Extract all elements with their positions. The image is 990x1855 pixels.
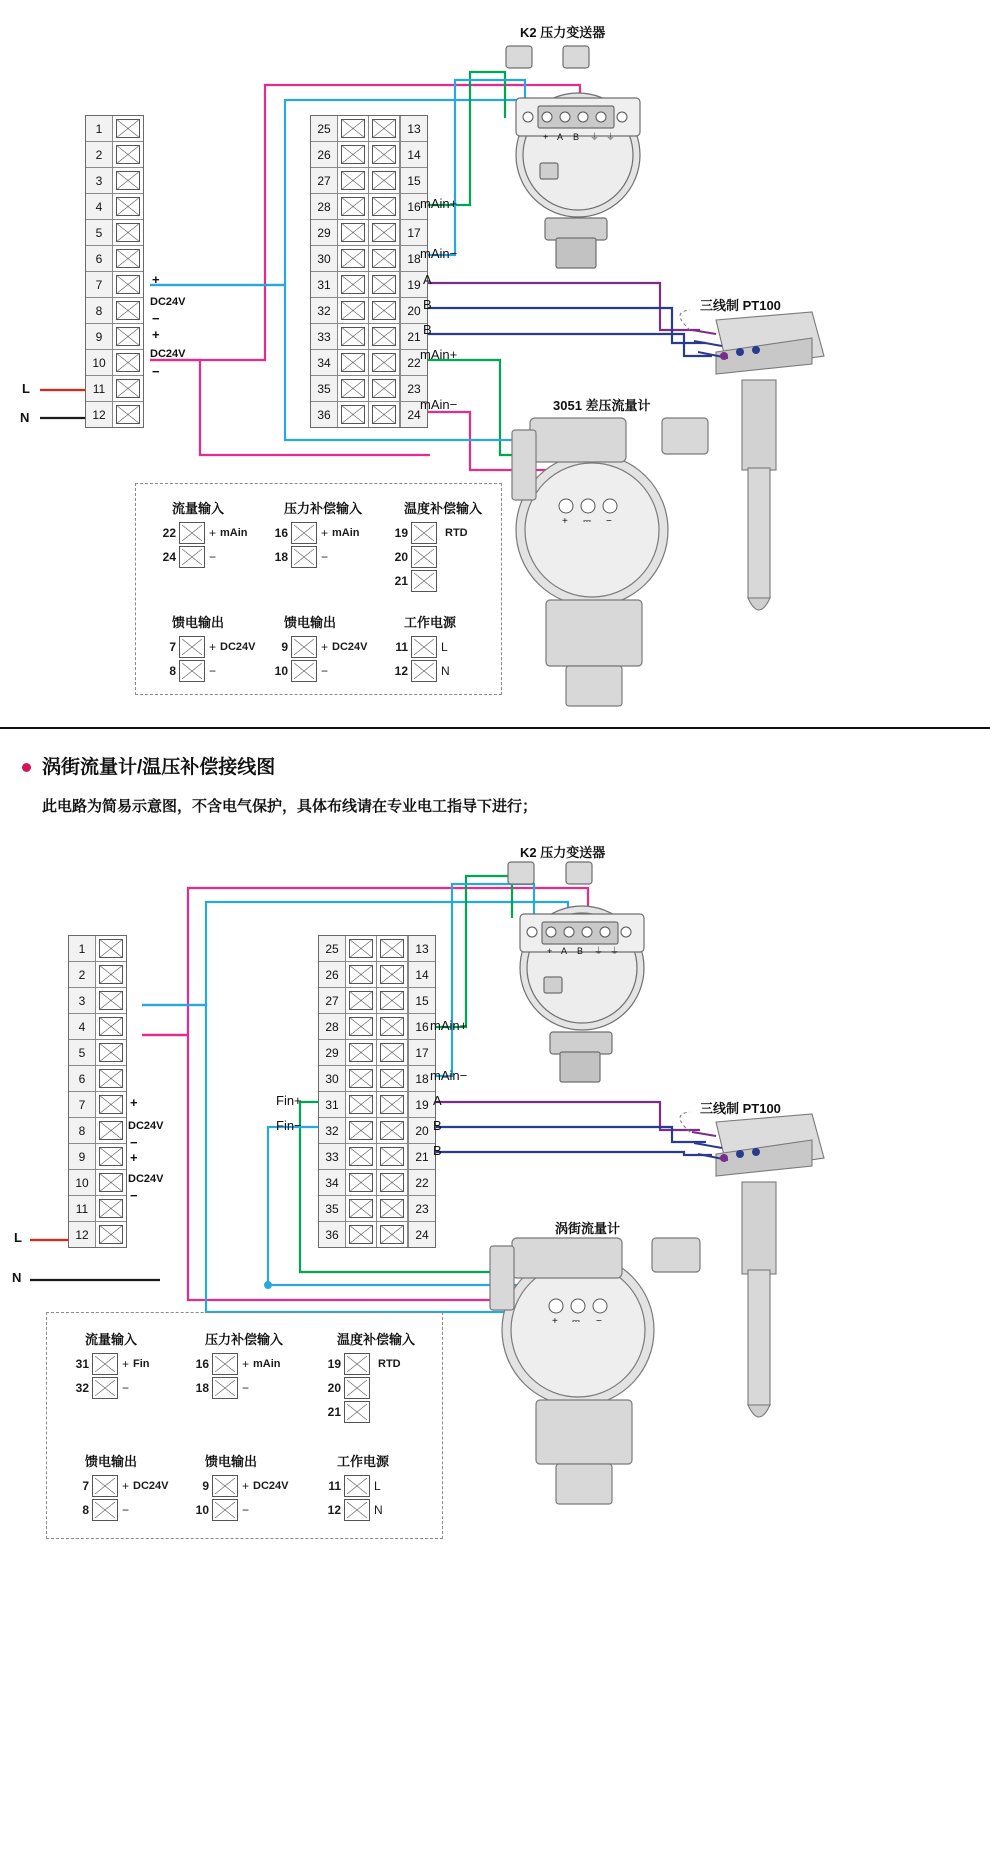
mid-label-22: mAin+	[420, 347, 458, 362]
legend-terminal-number: 31	[75, 1357, 89, 1371]
annot2-plus-7: +	[130, 1095, 138, 1110]
terminal-number: 4	[69, 1014, 96, 1039]
legend-row	[67, 1377, 133, 1399]
legend-terminal-number: 9	[281, 640, 288, 654]
terminal-number-right: 22	[408, 1170, 435, 1195]
diagram-bottom	[0, 840, 990, 1855]
terminal-number-right: 16	[400, 194, 427, 219]
legend-sign: −	[321, 664, 329, 678]
terminal-number-right: 18	[408, 1066, 435, 1091]
legend-row	[266, 546, 332, 568]
legend-sign: +	[122, 1479, 130, 1493]
svg-text:A: A	[561, 946, 568, 956]
legend-terminal-number: 8	[82, 1503, 89, 1517]
legend-row	[266, 636, 367, 658]
legend-terminal-number: 24	[162, 550, 176, 564]
legend-terminal-number: 19	[327, 1357, 341, 1371]
section-divider	[0, 727, 990, 729]
legend-terminal-screw	[179, 660, 205, 682]
mid-label-21: B	[423, 322, 432, 337]
mid2-label-19: A	[433, 1093, 442, 1108]
legend-row	[386, 636, 452, 658]
legend-sign: L	[374, 1479, 381, 1493]
legend-sign: +	[242, 1479, 250, 1493]
legend-title: 馈电输出	[172, 615, 225, 630]
terminal-number-right: 20	[408, 1118, 435, 1143]
mid-label-16: mAin+	[420, 196, 458, 211]
terminal-number: 8	[86, 298, 113, 323]
legend-terminal-screw	[411, 660, 437, 682]
terminal-number: 35	[319, 1196, 346, 1221]
legend-terminal-screw	[92, 1475, 118, 1497]
legend-box-bottom	[46, 1312, 443, 1539]
svg-text:A: A	[557, 132, 564, 142]
legend-row	[319, 1353, 401, 1375]
legend-text: DC24V	[332, 641, 368, 653]
legend-text: DC24V	[133, 1480, 169, 1492]
terminal-number: 11	[69, 1196, 96, 1221]
legend-terminal-screw	[92, 1499, 118, 1521]
device-caption-pt100-2: 三线制 PT100	[700, 1101, 781, 1116]
legend-row	[319, 1475, 385, 1497]
legend-sign: +	[242, 1357, 250, 1371]
legend-text: RTD	[445, 527, 468, 539]
annot2-N: N	[12, 1270, 22, 1285]
svg-text:⏚: ⏚	[594, 946, 604, 956]
legend-row	[67, 1475, 168, 1497]
terminal-number-right: 16	[408, 1014, 435, 1039]
legend-title: 馈电输出	[85, 1454, 138, 1469]
terminal-number-right: 13	[400, 116, 427, 141]
legend-row	[154, 546, 220, 568]
terminal-number: 31	[319, 1092, 346, 1117]
legend-terminal-number: 11	[328, 1479, 341, 1493]
legend-terminal-number: 20	[394, 550, 408, 564]
legend-row	[187, 1475, 288, 1497]
legend-box-top	[135, 483, 502, 695]
legend-terminal-screw	[291, 546, 317, 568]
legend-sign: L	[441, 640, 448, 654]
section-subtitle: 此电路为简易示意图，不含电气保护，具体布线请在专业电工指导下进行；	[42, 798, 538, 815]
legend-text: mAin	[220, 527, 248, 539]
terminal-number: 3	[69, 988, 96, 1013]
legend-text: DC24V	[253, 1480, 289, 1492]
terminal-number-right: 20	[400, 298, 427, 323]
terminal-number: 9	[69, 1144, 96, 1169]
annot2-minus-10: −	[130, 1188, 138, 1203]
legend-sign: +	[122, 1357, 130, 1371]
legend-terminal-number: 21	[394, 574, 408, 588]
terminal-number: 36	[311, 402, 338, 427]
legend-title: 压力补偿输入	[205, 1332, 284, 1347]
terminal-number: 25	[319, 936, 346, 961]
terminal-number: 7	[69, 1092, 96, 1117]
legend-terminal-number: 16	[274, 526, 288, 540]
legend-terminal-screw	[179, 522, 205, 544]
legend-row	[187, 1377, 253, 1399]
terminal-number: 33	[319, 1144, 346, 1169]
legend-terminal-number: 9	[202, 1479, 209, 1493]
svg-text:⎓: ⎓	[583, 516, 591, 527]
legend-terminal-screw	[291, 660, 317, 682]
legend-row	[386, 522, 468, 544]
annot2-dc24v-10: DC24V	[128, 1173, 164, 1185]
legend-sign: N	[441, 664, 450, 678]
terminal-number: 34	[311, 350, 338, 375]
legend-terminal-number: 10	[274, 664, 288, 678]
legend-row	[67, 1353, 150, 1375]
legend-row	[154, 660, 220, 682]
annot2-dc24v-8: DC24V	[128, 1120, 164, 1132]
legend-terminal-number: 19	[394, 526, 408, 540]
legend-terminal-number: 12	[327, 1503, 341, 1517]
annot2-L: L	[14, 1230, 22, 1245]
annot2-minus-8: −	[130, 1135, 138, 1150]
diagram-top	[0, 0, 990, 720]
legend-terminal-screw	[212, 1353, 238, 1375]
legend-terminal-number: 22	[162, 526, 176, 540]
terminal-number: 3	[86, 168, 113, 193]
mid-label-19: A	[423, 272, 432, 287]
legend-sign: −	[242, 1381, 250, 1395]
legend-terminal-screw	[92, 1353, 118, 1375]
terminal-number: 12	[69, 1222, 96, 1247]
legend-terminal-screw	[411, 546, 437, 568]
terminal-number: 35	[311, 376, 338, 401]
legend-row	[319, 1401, 378, 1423]
legend-text: mAin	[332, 527, 360, 539]
legend-terminal-screw	[344, 1499, 370, 1521]
terminal-number: 29	[319, 1040, 346, 1065]
terminal-number: 29	[311, 220, 338, 245]
terminal-number: 2	[69, 962, 96, 987]
terminal-number: 11	[86, 376, 113, 401]
mid2-label-20: B	[433, 1118, 442, 1133]
legend-row	[187, 1353, 281, 1375]
bullet-icon	[22, 763, 31, 772]
legend-row	[386, 660, 454, 682]
terminal-number-right: 17	[400, 220, 427, 245]
terminal-number: 6	[69, 1066, 96, 1091]
svg-text:+: +	[552, 1316, 558, 1327]
legend-sign: −	[122, 1503, 130, 1517]
legend-title: 馈电输出	[284, 615, 337, 630]
legend-row	[319, 1377, 378, 1399]
legend-sign: −	[209, 664, 217, 678]
legend-title: 温度补偿输入	[337, 1332, 416, 1347]
legend-sign: −	[122, 1381, 130, 1395]
legend-terminal-number: 21	[327, 1405, 341, 1419]
legend-terminal-number: 8	[169, 664, 176, 678]
legend-title: 压力补偿输入	[284, 501, 363, 516]
annot-plus-9: +	[152, 327, 160, 342]
mid2-label-21: B	[433, 1143, 442, 1158]
annot-dc24v-8: DC24V	[150, 296, 186, 308]
terminal-number: 12	[86, 402, 113, 427]
svg-text:+: +	[562, 516, 568, 527]
legend-row	[266, 522, 360, 544]
mid2-label-31: Fin+	[276, 1093, 302, 1108]
device-caption-k2-2: K2 压力变送器	[520, 845, 606, 860]
legend-terminal-number: 32	[75, 1381, 89, 1395]
terminal-number-right: 24	[408, 1222, 435, 1247]
annot2-plus-9: +	[130, 1150, 138, 1165]
svg-text:⏚: ⏚	[590, 132, 600, 142]
terminal-number: 2	[86, 142, 113, 167]
terminal-number-right: 23	[408, 1196, 435, 1221]
terminal-number: 5	[69, 1040, 96, 1065]
legend-sign: N	[374, 1503, 383, 1517]
legend-title: 工作电源	[337, 1454, 390, 1469]
mid-label-18: mAin−	[420, 246, 458, 261]
legend-terminal-screw	[344, 1377, 370, 1399]
terminal-number: 30	[311, 246, 338, 271]
legend-terminal-screw	[411, 570, 437, 592]
legend-terminal-screw	[92, 1377, 118, 1399]
legend-sign: +	[321, 640, 329, 654]
mid-label-20: B	[423, 297, 432, 312]
terminal-number-right: 15	[408, 988, 435, 1013]
terminal-number-right: 14	[408, 962, 435, 987]
legend-terminal-number: 11	[395, 640, 408, 654]
terminal-number: 34	[319, 1170, 346, 1195]
legend-sign: +	[209, 526, 217, 540]
svg-text:⏚: ⏚	[606, 132, 616, 142]
legend-title: 馈电输出	[205, 1454, 258, 1469]
legend-row	[386, 546, 445, 568]
device-caption-vortex: 涡街流量计	[555, 1221, 621, 1236]
terminal-number-right: 23	[400, 376, 427, 401]
legend-row	[319, 1499, 387, 1521]
legend-sign: −	[209, 550, 217, 564]
terminal-number: 30	[319, 1066, 346, 1091]
terminal-number: 27	[319, 988, 346, 1013]
legend-terminal-screw	[344, 1475, 370, 1497]
legend-terminal-number: 18	[195, 1381, 209, 1395]
terminal-number: 1	[69, 936, 96, 961]
terminal-number: 4	[86, 194, 113, 219]
legend-row	[154, 636, 255, 658]
svg-text:⎓: ⎓	[572, 1316, 580, 1327]
svg-text:+: +	[543, 132, 549, 142]
terminal-number-right: 21	[400, 324, 427, 349]
legend-terminal-number: 10	[195, 1503, 209, 1517]
terminal-number: 28	[311, 194, 338, 219]
legend-terminal-screw	[411, 636, 437, 658]
legend-row	[266, 660, 332, 682]
legend-terminal-screw	[179, 636, 205, 658]
mid-label-24: mAin−	[420, 397, 458, 412]
legend-sign: +	[321, 526, 329, 540]
legend-title: 工作电源	[404, 615, 457, 630]
device-caption-pt100: 三线制 PT100	[700, 298, 781, 313]
legend-terminal-number: 7	[169, 640, 176, 654]
annot-dc24v-10: DC24V	[150, 348, 186, 360]
svg-text:−: −	[596, 1316, 602, 1327]
legend-row	[154, 522, 248, 544]
legend-sign: −	[242, 1503, 250, 1517]
legend-terminal-number: 18	[274, 550, 288, 564]
terminal-number-right: 19	[408, 1092, 435, 1117]
terminal-number: 8	[69, 1118, 96, 1143]
annot-L: L	[22, 381, 30, 396]
terminal-number-right: 19	[400, 272, 427, 297]
terminal-number: 9	[86, 324, 113, 349]
terminal-number: 6	[86, 246, 113, 271]
legend-terminal-screw	[291, 636, 317, 658]
terminal-number: 31	[311, 272, 338, 297]
legend-terminal-screw	[179, 546, 205, 568]
legend-row	[187, 1499, 253, 1521]
mid2-label-32: Fin−	[276, 1118, 302, 1133]
terminal-number: 5	[86, 220, 113, 245]
annot-minus-8: −	[152, 311, 160, 326]
legend-terminal-number: 12	[394, 664, 408, 678]
legend-text: Fin	[133, 1358, 150, 1370]
terminal-number: 33	[311, 324, 338, 349]
legend-text: mAin	[253, 1358, 281, 1370]
legend-terminal-screw	[212, 1475, 238, 1497]
section-title: 涡街流量计/温压补偿接线图	[42, 757, 276, 778]
legend-sign: +	[209, 640, 217, 654]
terminal-number: 28	[319, 1014, 346, 1039]
legend-terminal-number: 20	[327, 1381, 341, 1395]
svg-text:⏚: ⏚	[610, 946, 620, 956]
legend-title: 流量输入	[172, 501, 225, 516]
legend-terminal-screw	[291, 522, 317, 544]
terminal-number-right: 21	[408, 1144, 435, 1169]
legend-row	[386, 570, 445, 592]
terminal-number: 32	[319, 1118, 346, 1143]
svg-text:+: +	[547, 946, 553, 956]
legend-terminal-screw	[212, 1377, 238, 1399]
mid2-label-18: mAin−	[430, 1068, 468, 1083]
legend-terminal-screw	[344, 1353, 370, 1375]
legend-sign: −	[321, 550, 329, 564]
legend-terminal-screw	[411, 522, 437, 544]
legend-text: DC24V	[220, 641, 256, 653]
terminal-number: 26	[319, 962, 346, 987]
annot-plus-7: +	[152, 272, 160, 287]
terminal-number: 7	[86, 272, 113, 297]
terminal-number: 26	[311, 142, 338, 167]
terminal-number-right: 17	[408, 1040, 435, 1065]
terminal-number-right: 18	[400, 246, 427, 271]
terminal-number-right: 24	[400, 402, 427, 427]
device-caption-3051: 3051 差压流量计	[553, 398, 651, 413]
annot-N: N	[20, 410, 30, 425]
legend-terminal-number: 7	[82, 1479, 89, 1493]
terminal-number: 36	[319, 1222, 346, 1247]
legend-title: 温度补偿输入	[404, 501, 483, 516]
device-caption-k2: K2 压力变送器	[520, 25, 606, 40]
legend-row	[67, 1499, 133, 1521]
terminal-number: 32	[311, 298, 338, 323]
legend-terminal-screw	[344, 1401, 370, 1423]
terminal-number-right: 22	[400, 350, 427, 375]
terminal-number-right: 13	[408, 936, 435, 961]
terminal-number-right: 14	[400, 142, 427, 167]
svg-text:B: B	[573, 132, 580, 142]
terminal-number: 25	[311, 116, 338, 141]
mid2-label-16: mAin+	[430, 1018, 468, 1033]
terminal-number: 27	[311, 168, 338, 193]
svg-text:B: B	[577, 946, 584, 956]
legend-title: 流量输入	[85, 1332, 138, 1347]
legend-terminal-number: 16	[195, 1357, 209, 1371]
annot-minus-10: −	[152, 364, 160, 379]
terminal-number: 10	[86, 350, 113, 375]
terminal-number-right: 15	[400, 168, 427, 193]
terminal-number: 10	[69, 1170, 96, 1195]
terminal-number: 1	[86, 116, 113, 141]
legend-text: RTD	[378, 1358, 401, 1370]
legend-terminal-screw	[212, 1499, 238, 1521]
svg-text:−: −	[606, 516, 612, 527]
